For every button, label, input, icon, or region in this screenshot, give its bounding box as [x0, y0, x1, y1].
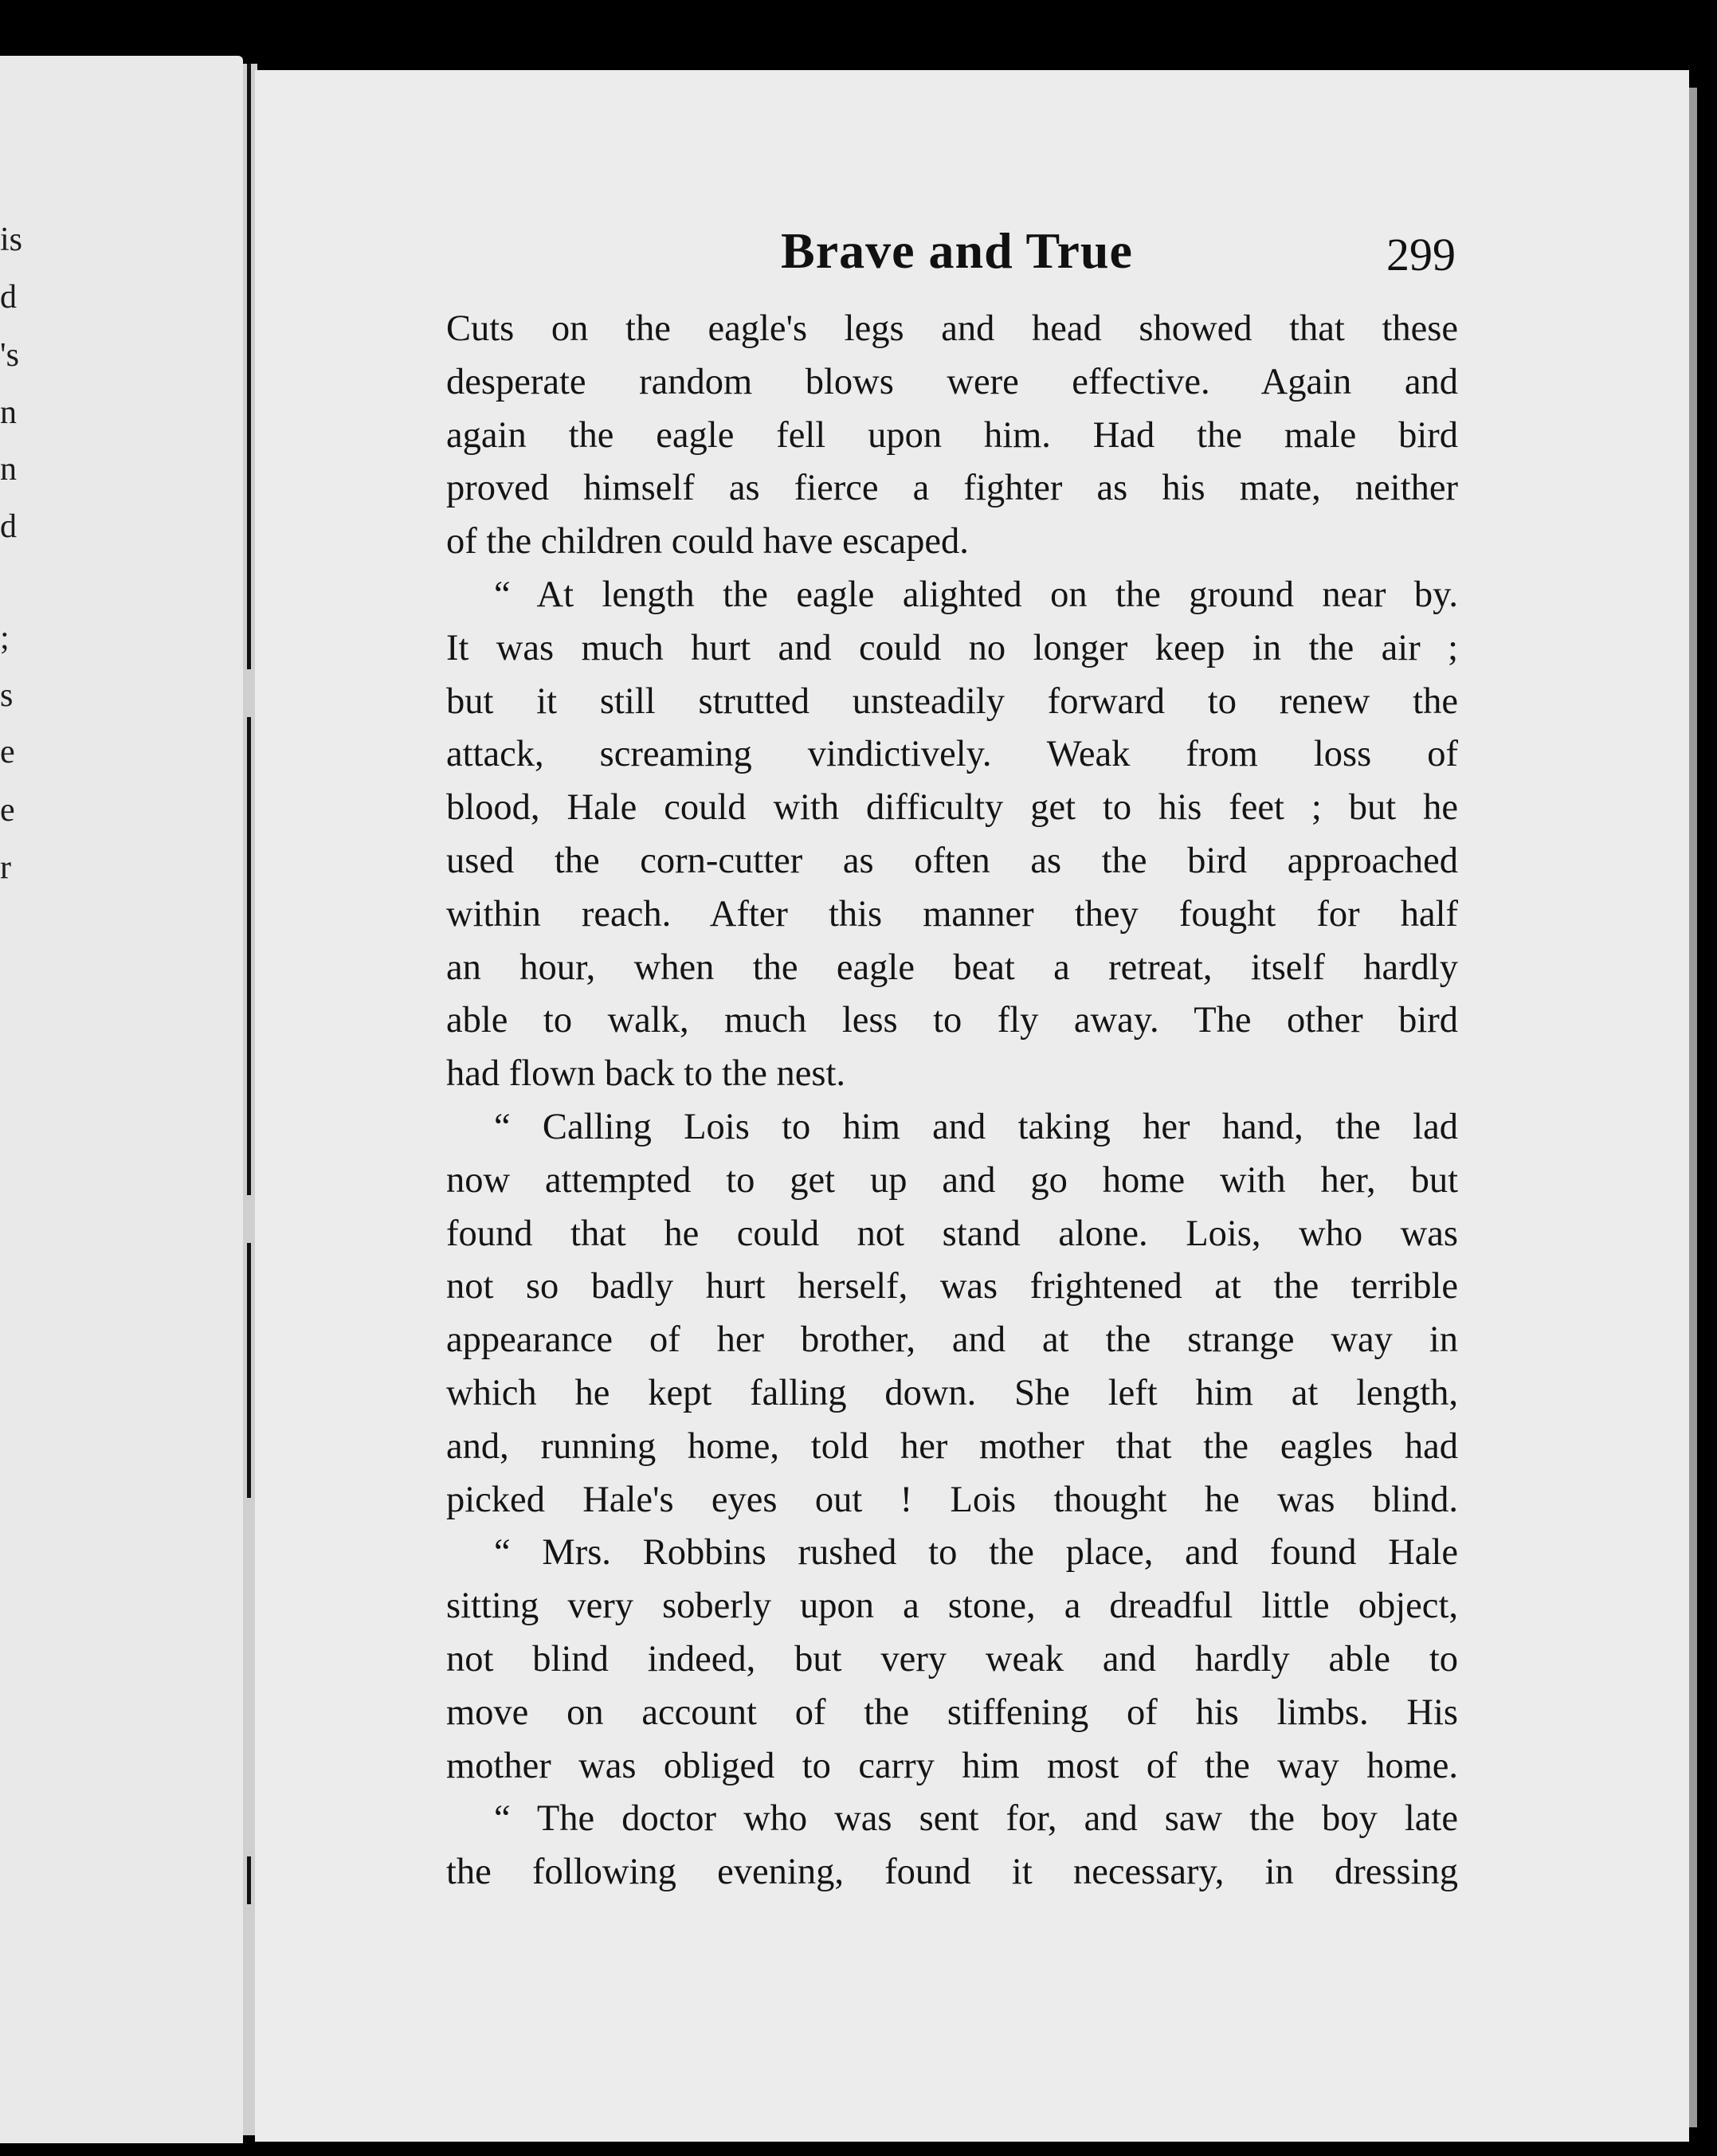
text-line: mother was obliged to carry him most of the way home.: [446, 1745, 1458, 1786]
text-line: blood, Hale could with difficulty get to his feet ; but he: [446, 787, 1458, 829]
left-page-text-fragment: 's: [0, 337, 19, 374]
left-page-text-fragment: n: [0, 451, 17, 488]
left-page-text-fragment: r: [0, 849, 11, 886]
page-number: 299: [1386, 229, 1456, 280]
left-page-text-fragment: d: [0, 508, 17, 545]
gutter-line: [247, 717, 251, 1195]
text-line: but it still strutted unsteadily forward to renew the: [446, 680, 1458, 722]
body-text: [446, 303, 1458, 1899]
left-page-text-fragment: ;: [0, 620, 10, 657]
text-line: It was much hurt and could no longer keep in the air ;: [446, 627, 1458, 668]
text-line: not blind indeed, but very weak and hardly able to: [446, 1638, 1458, 1680]
gutter-line: [247, 64, 251, 669]
text-line: “ Mrs. Robbins rushed to the place, and found Hale: [494, 1532, 1458, 1574]
page-edge-shadow: [1689, 88, 1697, 2127]
text-line: had flown back to the nest.: [446, 1053, 846, 1095]
left-page-text-fragment: e: [0, 792, 15, 829]
running-head-title: Brave and True: [781, 222, 1133, 279]
text-line: not so badly hurt herself, was frightened at the terrible: [446, 1266, 1458, 1307]
left-page-text-fragment: n: [0, 394, 17, 431]
text-line: Cuts on the eagle's legs and head showed that these: [446, 308, 1458, 349]
left-page-text-fragment: s: [0, 677, 14, 714]
text-line: an hour, when the eagle beat a retreat, itself hardly: [446, 947, 1458, 988]
text-line: desperate random blows were effective. Again and: [446, 361, 1458, 402]
text-line: “ At length the eagle alighted on the ground near by.: [494, 574, 1458, 615]
left-page-text-fragment: is: [0, 221, 23, 258]
text-line: the following evening, found it necessary, in dressing: [446, 1852, 1458, 1893]
text-line: “ The doctor who was sent for, and saw the boy late: [494, 1798, 1458, 1840]
text-line: move on account of the stiffening of his limbs. His: [446, 1691, 1458, 1733]
text-line: able to walk, much less to fly away. The other bird: [446, 1000, 1458, 1041]
text-line: “ Calling Lois to him and taking her hand, the lad: [494, 1106, 1458, 1147]
text-line: picked Hale's eyes out ! Lois thought he was blind.: [446, 1479, 1458, 1520]
gutter-line: [247, 1856, 251, 1904]
text-line: within reach. After this manner they fought for half: [446, 893, 1458, 935]
text-line: which he kept falling down. She left him at length,: [446, 1372, 1458, 1413]
text-line: and, running home, told her mother that the eagles had: [446, 1425, 1458, 1467]
text-line: sitting very soberly upon a stone, a dreadful little object,: [446, 1586, 1458, 1627]
text-line: proved himself as fierce a fighter as his mate, neither: [446, 468, 1458, 509]
text-line: again the eagle fell upon him. Had the male bird: [446, 414, 1458, 456]
text-line: now attempted to get up and go home with her, but: [446, 1159, 1458, 1201]
text-line: appearance of her brother, and at the strange way in: [446, 1319, 1458, 1361]
left-page-text-fragment: d: [0, 279, 17, 316]
text-line: attack, screaming vindictively. Weak from loss of: [446, 734, 1458, 775]
text-line: used the corn-cutter as often as the bird approached: [446, 840, 1458, 881]
gutter-line: [247, 1243, 251, 1498]
text-line: found that he could not stand alone. Lois, who was: [446, 1213, 1458, 1254]
text-line: of the children could have escaped.: [446, 521, 969, 563]
left-page-edge: [0, 56, 243, 2143]
left-page-text-fragment: e: [0, 734, 15, 770]
